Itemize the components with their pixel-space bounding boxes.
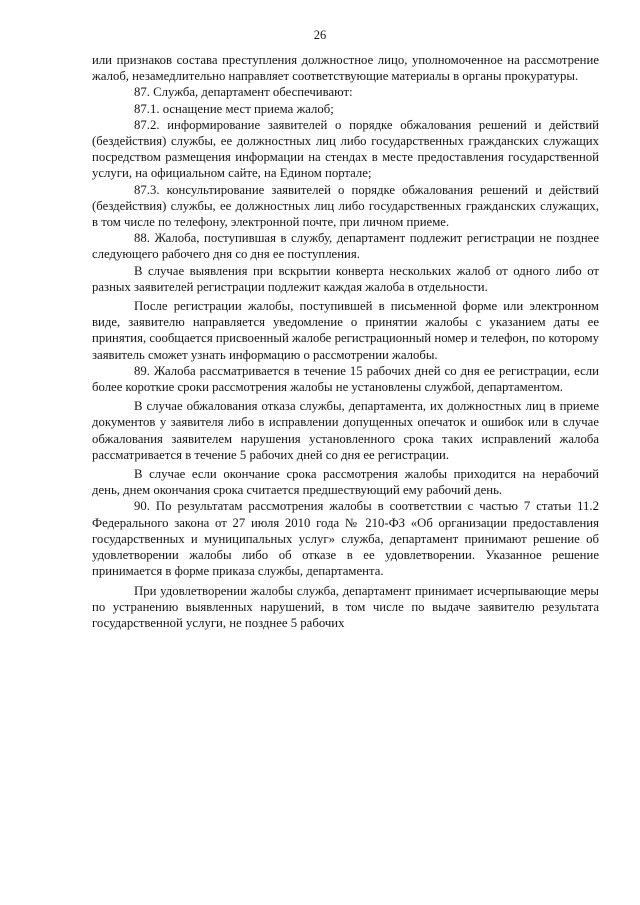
paragraph-89: 89. Жалоба рассматривается в течение 15 рабочих дней со дня ее регистрации, если более короткие сроки рассмотрения жалобы не установлены службой, департаментом.	[92, 363, 599, 395]
paragraph-89-refusal: В случае обжалования отказа службы, департамента, их должностных лиц в приеме документов у заявителя либо в исправлении допущенных опечаток и ошибок или в случае обжалования заявителем нарушения установленного срока таких исправлений жалоба рассматривается в течение 5 рабочих дней со дня ее регистрации.	[92, 399, 599, 462]
paragraph-89-holiday: В случае если окончание срока рассмотрения жалобы приходится на нерабочий день, днем окончания срока считается предшествующий ему рабочий день.	[92, 467, 599, 498]
paragraph-88-envelope: В случае выявления при вскрытии конверта нескольких жалоб от одного либо от разных заявителей регистрации подлежит каждая жалоба в отдельности.	[92, 263, 599, 294]
page-number: 26	[313, 28, 327, 42]
paragraph-87-3: 87.3. консультирование заявителей о порядке обжалования решений и действий (бездействия) службы, ее должностных лиц либо государственных гражданских служащих, в том числе по телефону, электронной почте, при личном приеме.	[92, 182, 599, 230]
paragraph-90-satisfaction: При удовлетворении жалобы служба, департамент принимает исчерпывающие меры по устранению выявленных нарушений, в том числе по выдаче заявителю результата государственной услуги, не позднее 5 рабочих	[92, 583, 599, 630]
paragraph-88-notification: После регистрации жалобы, поступившей в письменной форме или электронном виде, заявителю направляется уведомление о принятии жалобы с указанием даты ее принятия, сообщается присвоенный жалобе регистрационный номер и телефон, по которому заявитель сможет узнать информацию о рассмотрении жалобы.	[92, 299, 599, 362]
paragraph-90: 90. По результатам рассмотрения жалобы в соответствии с частью 7 статьи 11.2 Федерального закона от 27 июля 2010 года № 210-ФЗ «Об организации предоставления государственных и муниципальных услуг» служба, департамент принимают решение об удовлетворении жалобы либо об отказе в ее удовлетворении. Указанное решение принимается в форме приказа службы, департамента.	[92, 499, 599, 579]
paragraph-87-1: 87.1. оснащение мест приема жалоб;	[134, 101, 334, 116]
document-body	[92, 52, 599, 631]
paragraph-87-2: 87.2. информирование заявителей о порядке обжалования решений и действий (бездействия) службы, ее должностных лиц либо государственных гражданских служащих посредством размещения информации на стендах в месте предоставления государственной услуги, на официальном сайте, на Едином портале;	[92, 117, 599, 181]
paragraph-87: 87. Служба, департамент обеспечивают:	[134, 85, 353, 100]
paragraph-continuation: или признаков состава преступления должностное лицо, уполномоченное на рассмотрение жалоб, незамедлительно направляет соответствующие материалы в органы прокуратуры.	[92, 53, 599, 84]
paragraph-88: 88. Жалоба, поступившая в службу, департамент подлежит регистрации не позднее следующего рабочего дня со дня ее поступления.	[92, 231, 599, 262]
